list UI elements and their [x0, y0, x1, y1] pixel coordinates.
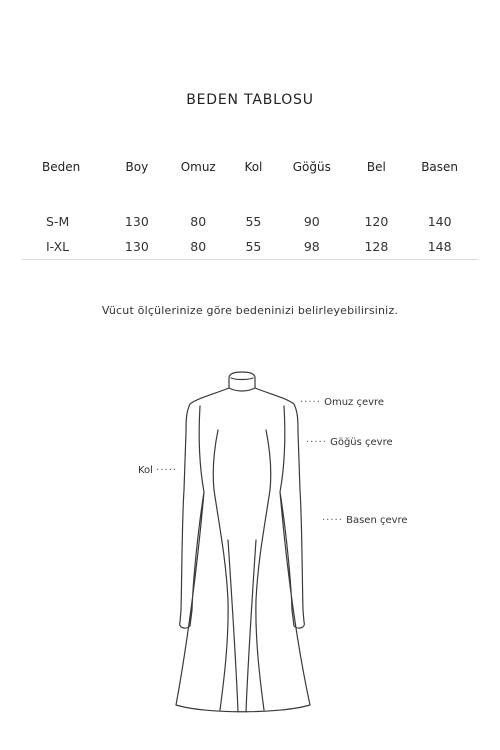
header-kol: Kol: [244, 160, 263, 174]
collar-outline: [229, 372, 255, 391]
cell-bel: 128: [352, 234, 402, 260]
header-gogus: Göğüs: [292, 160, 331, 174]
omuz-cevre-label: [300, 397, 384, 408]
header-basen: Basen: [421, 160, 459, 174]
dress-outline: [176, 388, 310, 712]
cell-omuz: 80: [162, 234, 235, 260]
left-godet: [228, 540, 238, 712]
right-godet: [246, 540, 256, 712]
cell-omuz: 80: [190, 214, 207, 229]
cell-boy: 130: [124, 214, 149, 229]
cell-basen: 140: [427, 214, 452, 229]
cell-basen: 148: [401, 234, 478, 260]
page-title: BEDEN TABLOSU: [186, 92, 314, 108]
omuz-cevre-text: Omuz çevre: [324, 397, 385, 408]
basen-cevre-text: Basen çevre: [346, 515, 408, 526]
gogus-cevre-text: Göğüs çevre: [330, 437, 393, 448]
right-sleeve-seam: [280, 406, 285, 492]
size-table: [22, 150, 478, 260]
header-bel: Bel: [366, 160, 386, 174]
header-omuz: Omuz: [180, 160, 216, 174]
basen-cevre-label: [322, 515, 408, 526]
table-row: [22, 209, 478, 234]
table-row: [22, 234, 478, 260]
cell-size: I-XL: [22, 234, 112, 260]
cell-size: S-M: [46, 214, 70, 229]
table-header-row: [22, 150, 478, 184]
cell-gogus: 90: [303, 214, 320, 229]
size-guide-note: Vücut ölçülerinize göre bedeninizi belirleyebilirsiniz.: [101, 304, 399, 317]
cell-kol: 55: [245, 214, 262, 229]
cell-bel: 120: [364, 214, 389, 229]
cell-boy: 130: [112, 234, 162, 260]
gogus-cevre-label: [306, 437, 393, 448]
cell-kol: 55: [235, 234, 272, 260]
left-sleeve-seam: [199, 406, 204, 492]
leader-dots: ·····: [300, 397, 321, 408]
leader-dots: ·····: [306, 437, 327, 448]
dress-illustration: [0, 360, 500, 740]
leader-dots: ·····: [156, 465, 178, 476]
table-spacer: [22, 184, 478, 209]
collar-opening: [231, 378, 253, 380]
right-princess-seam: [256, 430, 271, 710]
cell-gogus: 98: [272, 234, 351, 260]
kol-label: [138, 465, 177, 476]
header-beden: Beden: [42, 160, 81, 174]
leader-dots: ·····: [322, 515, 343, 526]
kol-text: Kol: [138, 465, 153, 476]
left-princess-seam: [213, 430, 228, 710]
header-boy: Boy: [125, 160, 149, 174]
